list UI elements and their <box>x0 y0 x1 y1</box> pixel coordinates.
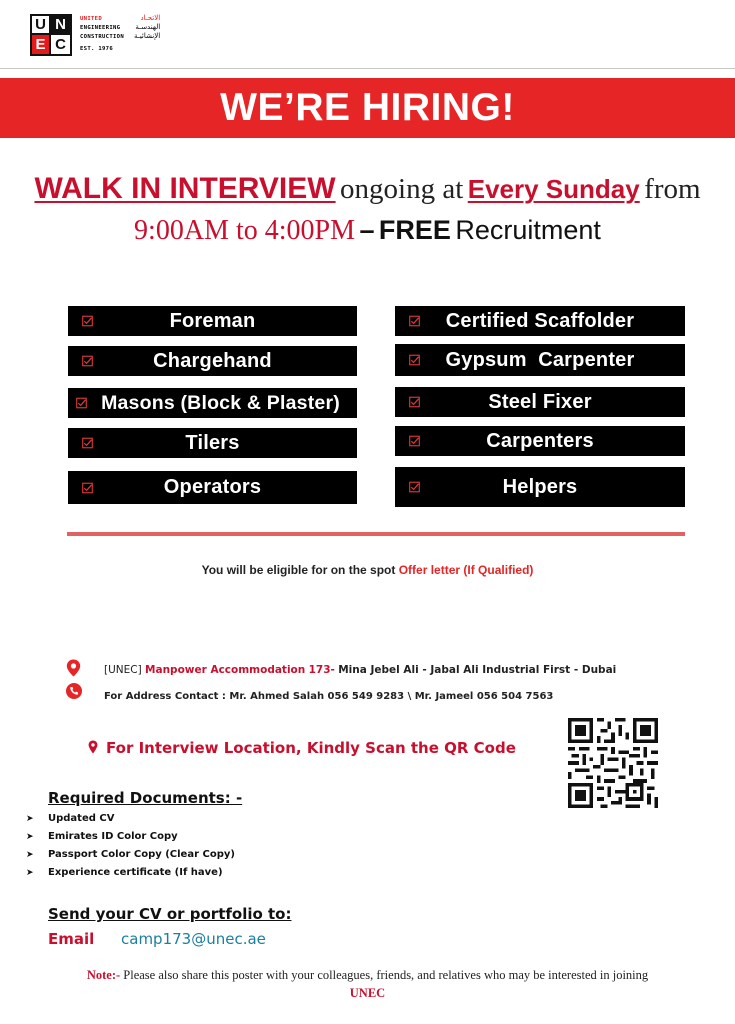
list-item <box>26 828 235 846</box>
job-box-chargehand <box>68 346 357 376</box>
logo-letter-e: E <box>32 35 51 54</box>
address-prefix: [UNEC] <box>104 664 142 676</box>
send-cv-title: Send your CV or portfolio to: <box>48 905 292 923</box>
document-item: Updated CV <box>48 813 115 824</box>
list-item <box>26 810 235 828</box>
checkbox-icon <box>82 356 93 367</box>
checkbox-icon <box>409 355 420 366</box>
note-label: Note:- <box>86 968 121 982</box>
location-pin-icon <box>66 659 81 677</box>
job-title: Chargehand <box>153 349 272 372</box>
logo-letter-n: N <box>51 16 70 35</box>
scan-instruction <box>88 739 516 757</box>
job-box-foreman <box>68 306 357 336</box>
logo-name-line: UNITED <box>80 16 103 22</box>
checkbox-icon <box>409 482 420 493</box>
recruitment-label: Recruitment <box>455 215 601 245</box>
interview-time: 9:00AM to 4:00PM <box>134 215 355 246</box>
logo-arabic-line: الإنشائيـة <box>134 32 161 40</box>
job-title: Foreman <box>169 309 256 332</box>
note-company: UNEC <box>349 986 386 1000</box>
email-link[interactable]: camp173@unec.ae <box>121 930 266 948</box>
list-item <box>26 846 235 864</box>
from-text: from <box>644 173 701 205</box>
job-box-steel-fixer <box>395 387 685 417</box>
checkbox-icon <box>82 316 93 327</box>
logo-arabic-line: الاتحـاد <box>140 14 161 22</box>
header-divider <box>0 68 735 69</box>
email-label: Email <box>48 930 95 948</box>
required-documents-title: Required Documents: - <box>48 789 243 807</box>
checkbox-icon <box>409 316 420 327</box>
checkbox-icon <box>82 482 93 493</box>
arrow-bullet-icon: ➤ <box>26 832 34 842</box>
phone-icon <box>66 683 82 699</box>
free-label: FREE <box>378 215 451 245</box>
accommodation-address <box>104 664 616 676</box>
logo-company-name <box>80 15 124 54</box>
walk-in-headline <box>0 172 735 206</box>
required-documents-list <box>26 810 235 882</box>
document-item: Emirates ID Color Copy <box>48 831 178 842</box>
company-logo <box>30 14 160 56</box>
job-title: Masons (Block & Plaster) <box>101 391 340 414</box>
job-box-tilers <box>68 428 357 458</box>
walk-in-title: WALK IN INTERVIEW <box>34 172 336 205</box>
interview-day: Every Sunday <box>467 174 640 204</box>
job-box-masons <box>68 388 357 418</box>
job-box-carpenters <box>395 426 685 456</box>
logo-arabic-line: الهندسـة <box>135 23 161 31</box>
job-title: Gypsum Carpenter <box>445 348 635 371</box>
logo-mark <box>30 14 72 56</box>
job-box-operators <box>68 471 357 504</box>
logo-arabic-name <box>134 14 160 41</box>
hiring-banner <box>0 78 735 138</box>
arrow-bullet-icon: ➤ <box>26 814 34 824</box>
interview-time-line <box>0 215 735 247</box>
logo-letter-c: C <box>51 35 70 54</box>
qr-code[interactable] <box>563 718 663 808</box>
job-title: Tilers <box>185 431 240 454</box>
eligibility-note <box>0 563 735 577</box>
document-item: Passport Color Copy (Clear Copy) <box>48 849 235 860</box>
arrow-bullet-icon: ➤ <box>26 868 34 878</box>
ongoing-text: ongoing at <box>340 173 464 205</box>
scan-text: For Interview Location, Kindly Scan the QR Code <box>106 739 516 757</box>
logo-letter-u: U <box>32 16 51 35</box>
address-place: Manpower Accommodation <box>145 664 306 676</box>
dash-separator: – <box>359 215 375 245</box>
job-box-helpers <box>395 467 685 507</box>
hiring-banner-text: WE’RE HIRING! <box>220 86 515 129</box>
checkbox-icon <box>82 438 93 449</box>
address-contact: For Address Contact : Mr. Ahmed Salah 056 549 9283 \ Mr. Jameel 056 504 7563 <box>104 691 554 702</box>
map-pin-icon <box>88 740 98 754</box>
job-title: Steel Fixer <box>488 390 592 413</box>
address-location: Mina Jebel Ali - Jabal Ali Industrial First - Dubai <box>338 664 617 676</box>
offer-letter-highlight: Offer letter (If Qualified) <box>398 563 534 577</box>
section-divider <box>67 532 685 536</box>
list-item <box>26 864 235 882</box>
checkbox-icon <box>409 436 420 447</box>
job-box-gypsum-carpenter <box>395 344 685 376</box>
job-box-certified-scaffolder <box>395 306 685 336</box>
checkbox-icon <box>76 398 87 409</box>
job-title: Certified Scaffolder <box>445 309 635 332</box>
logo-name-line: CONSTRUCTION <box>80 34 125 40</box>
checkbox-icon <box>409 397 420 408</box>
eligibility-text: You will be eligible for on the spot <box>201 563 396 577</box>
note-text: Please also share this poster with your colleagues, friends, and relatives who may be interested in joining <box>123 968 649 982</box>
share-note <box>0 968 735 983</box>
address-number: 173- <box>308 664 335 676</box>
job-title: Helpers <box>502 475 578 498</box>
job-title: Carpenters <box>486 429 594 452</box>
job-title: Operators <box>163 476 262 498</box>
logo-established: EST. 1976 <box>80 46 114 52</box>
document-item: Experience certificate (If have) <box>48 867 223 878</box>
logo-name-line: ENGINEERING <box>80 25 121 31</box>
arrow-bullet-icon: ➤ <box>26 850 34 860</box>
